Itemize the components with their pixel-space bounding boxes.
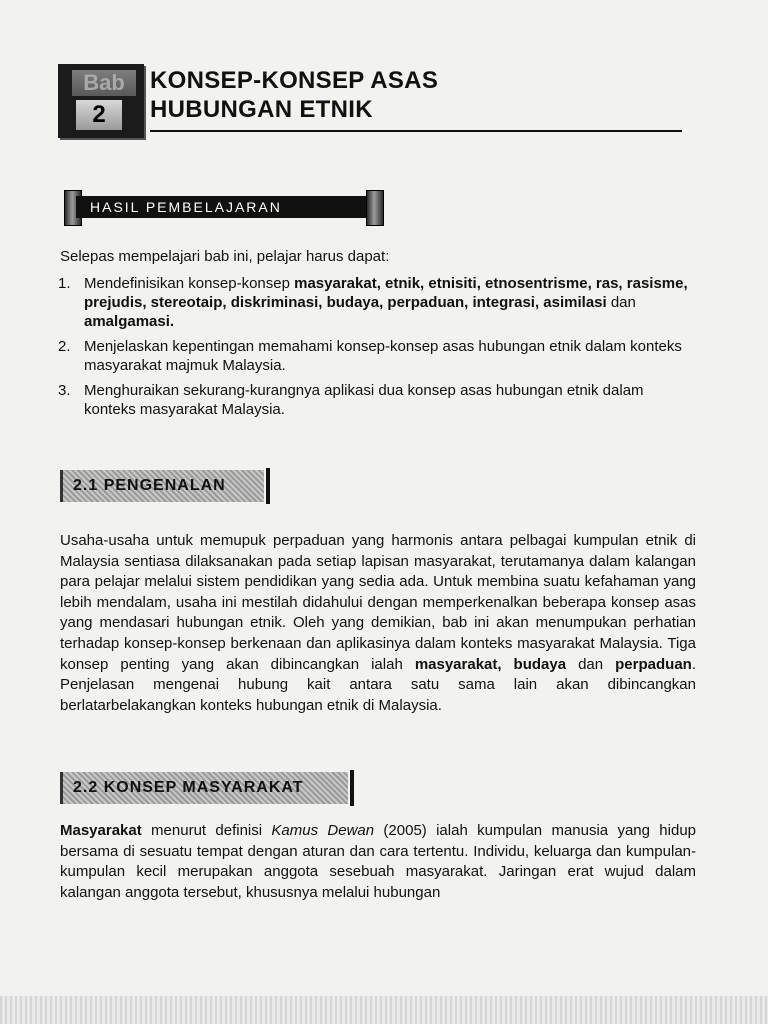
- list-item: 1. Mendefinisikan konsep-konsep masyarakat, etnik, etnisiti, etnosentrisme, ras, rasisme, prejudis, stereotaip, diskriminasi, budaya, perpaduan, integrasi, asimilasi dan amalgamasi.: [58, 275, 688, 330]
- heading-end-bar: [266, 468, 270, 504]
- list-item-number: 1.: [58, 275, 71, 292]
- learning-objectives-list: [58, 274, 698, 425]
- chapter-label: Bab: [72, 70, 136, 96]
- learning-outcomes-banner: [64, 190, 384, 226]
- list-item-number: 3.: [58, 382, 71, 399]
- pengenalan-paragraph: Usaha-usaha untuk memupuk perpaduan yang harmonis antara pelbagai kumpulan etnik di Malaysia sentiasa dilaksanakan pada setiap lapisan masyarakat, terutamanya dalam kalangan para pelajar melalui sistem pendidikan yang sedia ada. Untuk membina suatu kefahaman yang lebih mendalam, usaha ini mestilah didahului dengan memperkenalkan beberapa konsep asas yang mendasari hubungan etnik. Oleh yang demikian, bab ini akan menumpukan perhatian terhadap konsep-konsep berkenaan dan aplikasinya dalam konteks masyarakat Malaysia. Tiga konsep penting yang akan dibincangkan ialah masyarakat, budaya dan perpaduan. Penjelasan mengenai hubung kait antara satu sama lain akan dibincangkan berlatarbelakangkan konteks hubungan etnik di Malaysia.: [60, 532, 696, 714]
- chapter-title-rule: [150, 130, 682, 132]
- list-item-number: 2.: [58, 338, 71, 355]
- section-heading-konsep-masyarakat: 2.2 KONSEP MASYARAKAT: [60, 772, 348, 804]
- chapter-title: [150, 66, 670, 124]
- chapter-number-box: [58, 64, 144, 138]
- list-item: 2. Menjelaskan kepentingan memahami konsep-konsep asas hubungan etnik dalam konteks masyarakat majmuk Malaysia.: [58, 338, 682, 374]
- section-heading-pengenalan: 2.1 PENGENALAN: [60, 470, 264, 502]
- banner-right-cap: [366, 190, 384, 226]
- heading-end-bar: [350, 770, 354, 806]
- scan-edge-strip: [0, 996, 768, 1024]
- chapter-title-line2: HUBUNGAN ETNIK: [150, 96, 373, 123]
- list-item: 3. Menghuraikan sekurang-kurangnya aplikasi dua konsep asas hubungan etnik dalam konteks masyarakat Malaysia.: [58, 382, 644, 418]
- chapter-title-line1: KONSEP-KONSEP ASAS: [150, 67, 439, 94]
- chapter-number: 2: [76, 100, 122, 130]
- learning-outcomes-heading: HASIL PEMBELAJARAN: [76, 196, 372, 218]
- learning-intro: Selepas mempelajari bab ini, pelajar harus dapat:: [60, 248, 390, 265]
- konsep-masyarakat-paragraph: Masyarakat menurut definisi Kamus Dewan (2005) ialah kumpulan manusia yang hidup bersama di sesuatu tempat dengan aturan dan cara tertentu. Individu, keluarga dan kumpulan-kumpulan kecil merupakan anggota sesebuah masyarakat. Jaringan erat wujud dalam kalangan anggota tersebut, khususnya melalui hubungan: [60, 822, 697, 901]
